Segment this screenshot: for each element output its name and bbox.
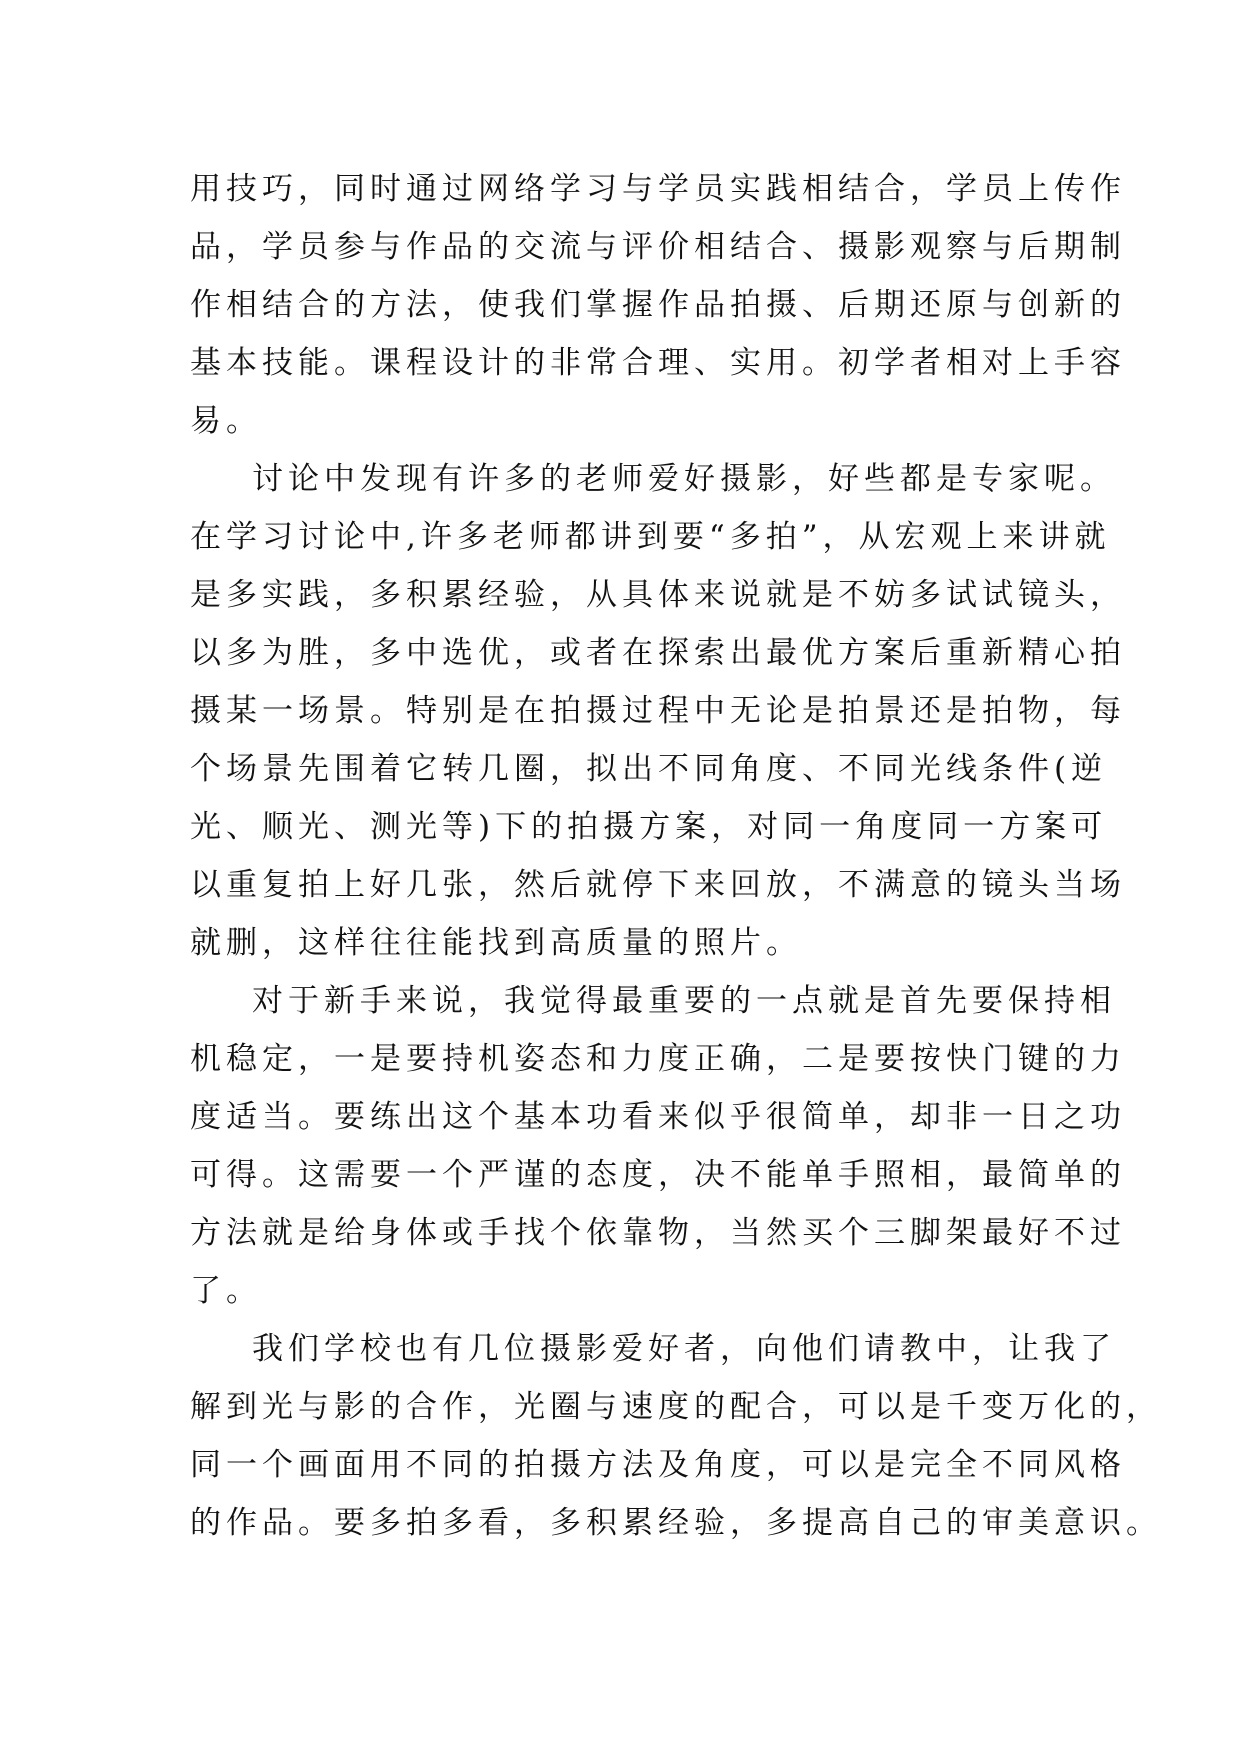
text-line: 解到光与影的合作，光圈与速度的配合，可以是千变万化的，	[190, 1389, 1162, 1425]
text-line: 了。	[190, 1273, 262, 1309]
text-line: 度适当。要练出这个基本功看来似乎很简单，却非一日之功	[190, 1099, 1126, 1135]
text-line: 个场景先围着它转几圈，拟出不同角度、不同光线条件(逆	[190, 751, 1108, 787]
text-line: 用技巧，同时通过网络学习与学员实践相结合，学员上传作	[190, 171, 1126, 207]
text-line: 是多实践，多积累经验，从具体来说就是不妨多试试镜头，	[190, 577, 1126, 613]
paragraph-start-line: 对于新手来说，我觉得最重要的一点就是首先要保持相	[252, 983, 1116, 1019]
text-line: 就删，这样往往能找到高质量的照片。	[190, 925, 802, 961]
text-line: 光、顺光、测光等)下的拍摄方案，对同一角度同一方案可	[190, 809, 1108, 845]
text-line: 品，学员参与作品的交流与评价相结合、摄影观察与后期制	[190, 229, 1126, 265]
text-line: 可得。这需要一个严谨的态度，决不能单手照相，最简单的	[190, 1157, 1126, 1193]
text-line: 的作品。要多拍多看，多积累经验，多提高自己的审美意识。	[190, 1505, 1162, 1541]
text-line: 在学习讨论中,许多老师都讲到要“多拍”，从宏观上来讲就	[190, 519, 1111, 555]
text-line: 方法就是给身体或手找个依靠物，当然买个三脚架最好不过	[190, 1215, 1126, 1251]
text-line: 作相结合的方法，使我们掌握作品拍摄、后期还原与创新的	[190, 287, 1126, 323]
text-line: 基本技能。课程设计的非常合理、实用。初学者相对上手容	[190, 345, 1126, 381]
text-line: 摄某一场景。特别是在拍摄过程中无论是拍景还是拍物，每	[190, 693, 1126, 729]
body-text	[190, 160, 1162, 1552]
text-line: 以多为胜，多中选优，或者在探索出最优方案后重新精心拍	[190, 635, 1126, 671]
text-line: 易。	[190, 403, 262, 439]
text-line: 同一个画面用不同的拍摄方法及角度，可以是完全不同风格	[190, 1447, 1126, 1483]
text-line: 机稳定，一是要持机姿态和力度正确，二是要按快门键的力	[190, 1041, 1126, 1077]
paragraph-start-line: 我们学校也有几位摄影爱好者，向他们请教中，让我了	[252, 1331, 1116, 1367]
text-line: 以重复拍上好几张，然后就停下来回放，不满意的镜头当场	[190, 867, 1126, 903]
paragraph-start-line: 讨论中发现有许多的老师爱好摄影，好些都是专家呢。	[252, 461, 1116, 497]
